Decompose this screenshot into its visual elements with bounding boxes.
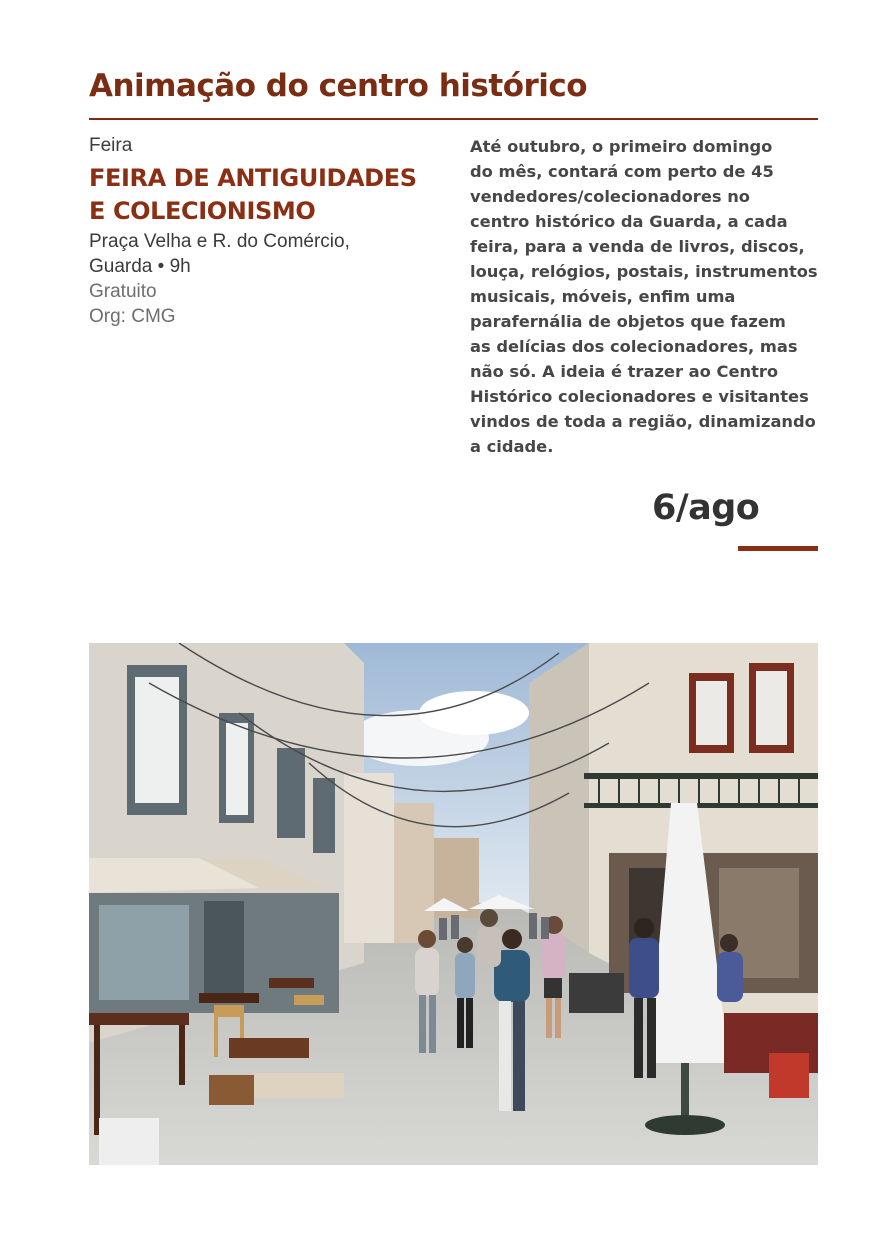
event-venue [89, 229, 439, 279]
event-organizer: Org: CMG [89, 306, 176, 327]
description-line: centro histórico da Guarda, a cada [470, 212, 788, 231]
event-title-line: FEIRA DE ANTIGUIDADES [89, 164, 417, 192]
description-line: vindos de toda a região, dinamizando [470, 412, 816, 431]
description-line: Histórico colecionadores e visitantes [470, 387, 809, 406]
description-line: parafernália de objetos que fazem [470, 312, 786, 331]
description-line: as delícias dos colecionadores, mas [470, 337, 798, 356]
event-meta [89, 279, 176, 329]
description-line: musicais, móveis, enfim uma [470, 287, 736, 306]
event-category: Feira [89, 135, 133, 156]
section-title: Animação do centro histórico [89, 68, 588, 104]
description-line: não só. A ideia é trazer ao Centro [470, 362, 779, 381]
street-market-photo [89, 643, 818, 1165]
date-underline [738, 546, 818, 551]
event-title [89, 162, 449, 228]
event-description [470, 134, 818, 459]
event-title-line: E COLECIONISMO [89, 197, 316, 225]
description-line: a cidade. [470, 437, 554, 456]
event-date: 6/ago [652, 488, 760, 528]
event-price: Gratuito [89, 281, 157, 302]
venue-line: Praça Velha e R. do Comércio, [89, 231, 350, 252]
description-line: Até outubro, o primeiro domingo [470, 137, 773, 156]
description-line: do mês, contará com perto de 45 [470, 162, 774, 181]
description-line: louça, relógios, postais, instrumentos [470, 262, 818, 281]
description-line: vendedores/colecionadores no [470, 187, 750, 206]
venue-line: Guarda • 9h [89, 256, 191, 277]
description-line: feira, para a venda de livros, discos, [470, 237, 805, 256]
title-divider [89, 118, 818, 120]
